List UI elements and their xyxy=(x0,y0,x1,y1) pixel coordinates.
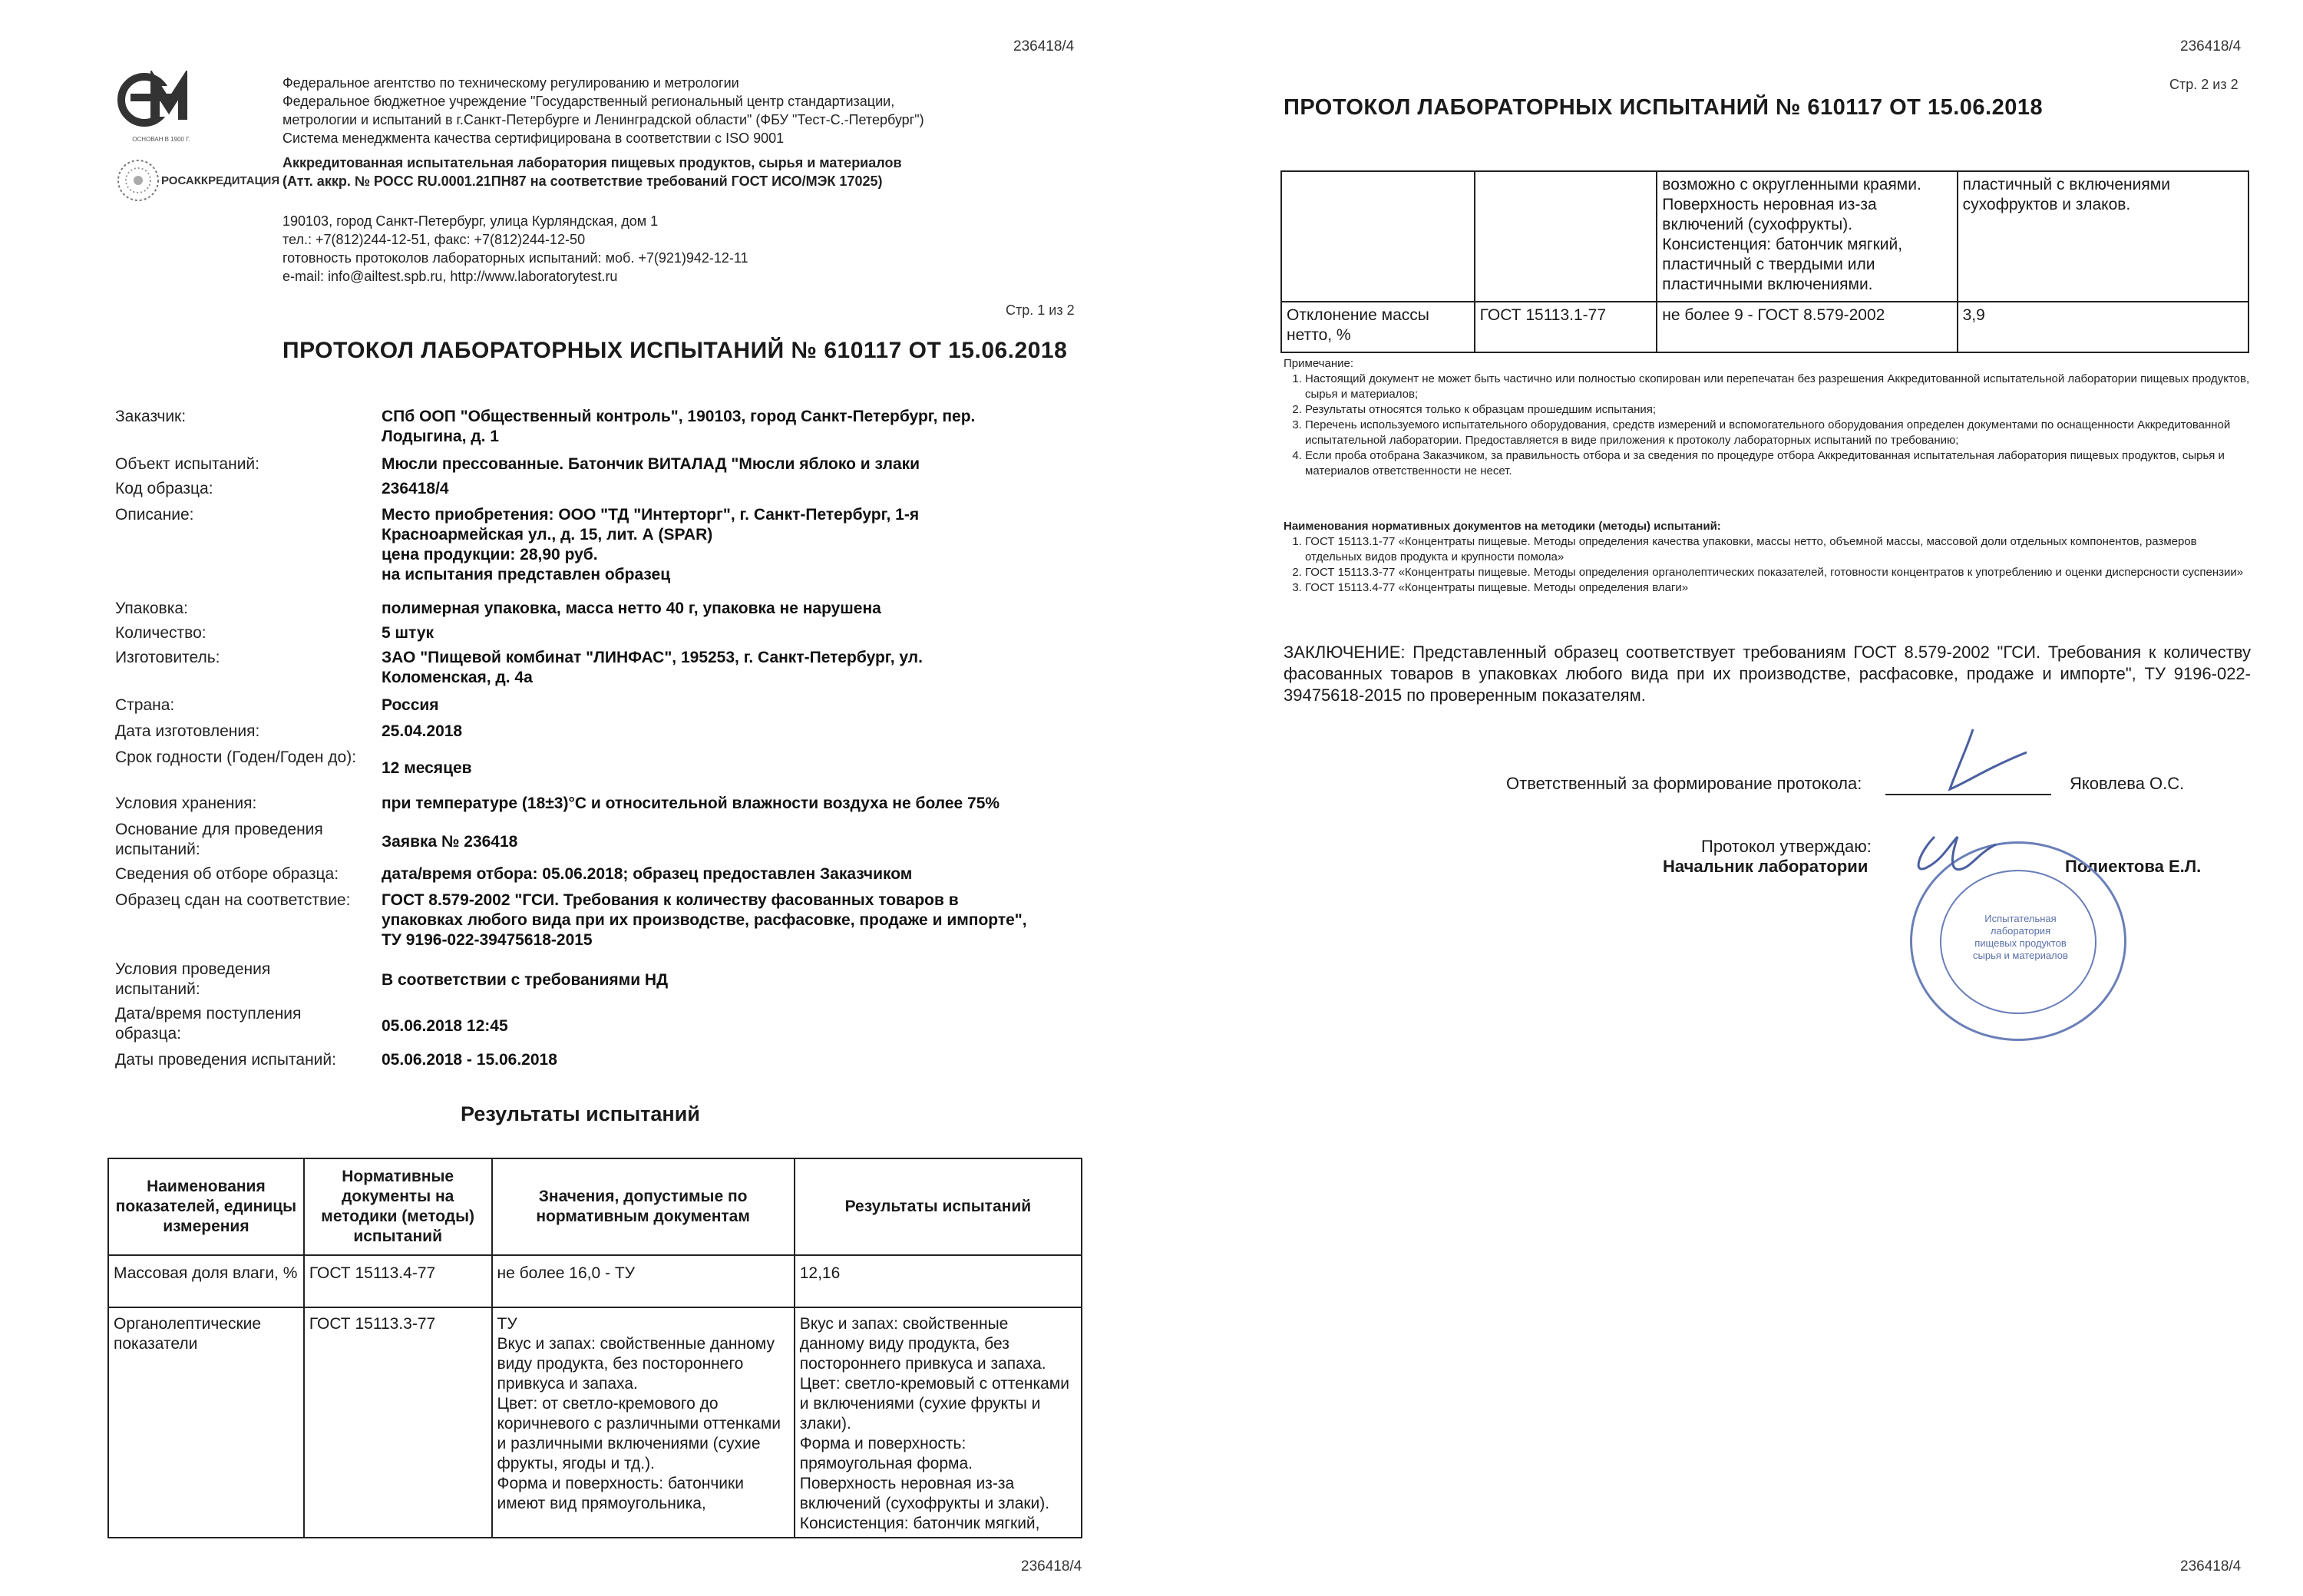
field-value: Заявка № 236418 xyxy=(382,833,518,851)
field-value: Место приобретения: ООО "ТД "Интерторг", г. Санкт-Петербург, 1-я Красноармейская ул., д. 15, лит. А (SPAR) цена продукции: 28,90 руб. на испытания представлен образец xyxy=(382,506,920,583)
contact-line: 190103, город Санкт-Петербург, улица Курляндская, дом 1 xyxy=(283,213,659,229)
field-label: Основание для проведения испытаний: xyxy=(115,821,323,858)
table-cell: Органолептические показатели xyxy=(108,1307,304,1538)
field-value: 05.06.2018 12:45 xyxy=(382,1017,508,1035)
doc-code-top: 236418/4 xyxy=(2180,38,2242,55)
field-value: 25.04.2018 xyxy=(382,722,463,740)
org-header xyxy=(283,74,1066,147)
table-cell: ГОСТ 15113.1-77 xyxy=(1475,302,1657,352)
table-row xyxy=(108,1255,1082,1307)
field-label: Образец сдан на соответствие: xyxy=(115,891,351,909)
field-label: Объект испытаний: xyxy=(115,455,259,473)
table-cell: 3,9 xyxy=(1958,302,2248,352)
field-value: В соответствии с требованиями НД xyxy=(382,971,669,989)
methods-title: Наименования нормативных документов на методики (методы) испытаний: xyxy=(1284,520,1721,533)
org-header-line: Федеральное бюджетное учреждение "Государственный региональный центр стандартизации, xyxy=(283,94,895,109)
doc-code-top: 236418/4 xyxy=(1013,38,1075,55)
method-item: 2. ГОСТ 15113.3-77 «Концентраты пищевые. Методы определения органолептических показателей, готовности концентратов к употреблению и оценки дисперсности суспензии» xyxy=(1305,565,2251,580)
field-value: дата/время отбора: 05.06.2018; образец предоставлен Заказчиком xyxy=(382,865,913,883)
table-cell: возможно с округленными краями. Поверхность неровная из-за включений (сухофрукты). Консистенция: батончик мягкий, пластичный с твердыми или пластичными включениями. xyxy=(1657,171,1957,302)
field-value: 236418/4 xyxy=(382,480,449,497)
field-label: Условия хранения: xyxy=(115,795,257,812)
org-header-line: Федеральное агентство по техническому регулированию и метрологии xyxy=(283,75,739,91)
csm-logo-icon xyxy=(115,71,207,132)
contact-line: e-mail: info@ailtest.spb.ru, http://www.laboratorytest.ru xyxy=(283,269,618,284)
results-table-continued xyxy=(1280,170,2249,353)
table-cell: ГОСТ 15113.3-77 xyxy=(304,1307,492,1538)
field-label: Страна: xyxy=(115,696,175,714)
methods-block xyxy=(1284,519,2251,596)
contact-line: тел.: +7(812)244-12-51, факс: +7(812)244-12-50 xyxy=(283,232,586,247)
field-label: Заказчик: xyxy=(115,408,187,425)
approve-name: Полиектова Е.Л. xyxy=(2065,857,2202,876)
page-number: Стр. 2 из 2 xyxy=(2169,77,2239,92)
field-value: 12 месяцев xyxy=(382,759,472,777)
org-header-line: метрологии и испытаний в г.Санкт-Петербурге и Ленинградской области" (ФБУ "Тест-С.-Петербург") xyxy=(283,112,924,127)
page-number: Стр. 1 из 2 xyxy=(1006,302,1075,318)
table-cell: Вкус и запах: свойственные данному виду продукта, без постороннего привкуса и запаха. Цвет: светло-кремовый с оттенками и включениями (сухие фрукты и злаки). Форма и поверхность: прямоугольная форма. Поверхность неровная из-за включений (сухофрукты и злаки). Консистенция: батончик мягкий, xyxy=(795,1307,1082,1538)
table-cell: не более 9 - ГОСТ 8.579-2002 xyxy=(1657,302,1957,352)
contact-line: готовность протоколов лабораторных испытаний: моб. +7(921)942-12-11 xyxy=(283,250,748,266)
notes-block xyxy=(1284,356,2251,479)
table-row xyxy=(1281,302,2248,352)
doc-code-bottom: 236418/4 xyxy=(1021,1558,1082,1575)
table-cell: ТУ Вкус и запах: свойственные данному виду продукта, без постороннего привкуса и запаха. Цвет: от светло-кремового до коричневого с различными оттенками и различными включениями (сухие фрукты, ягоды и тд.). Форма и поверхность: батончики имеют вид прямоугольника, xyxy=(492,1307,795,1538)
note-item: 3. Перечень используемого испытательного оборудования, средств измерений и вспомогательного оборудования определен документами по оснащенности Аккредитованной испытательной лаборатории. Предоставляется в виде приложения к протоколу лабораторных испытаний по требованию; xyxy=(1305,418,2251,448)
table-row xyxy=(1281,171,2248,302)
approval-signature-icon xyxy=(1904,821,2011,898)
field-label: Условия проведения испытаний: xyxy=(115,960,271,998)
doc-code-bottom: 236418/4 xyxy=(2180,1558,2242,1575)
protocol-title: ПРОТОКОЛ ЛАБОРАТОРНЫХ ИСПЫТАНИЙ № 610117 ОТ 15.06.2018 xyxy=(1284,95,2044,120)
field-customer xyxy=(115,407,1075,450)
field-value: ГОСТ 8.579-2002 "ГСИ. Требования к количеству фасованных товаров в упаковках любого вида при их производстве, расфасовке, продаже и импорте", ТУ 9196-022-39475618-2015 xyxy=(382,891,1027,949)
field-label: Количество: xyxy=(115,624,207,642)
note-item: 1. Настоящий документ не может быть частично или полностью скопирован или перепечатан без разрешения Аккредитованной испытательной лаборатории пищевых продуктов, сырья и материалов; xyxy=(1305,372,2251,402)
responsible-name: Яковлева О.С. xyxy=(2070,774,2185,793)
field-label: Изготовитель: xyxy=(115,649,220,666)
field-label: Описание: xyxy=(115,506,194,524)
approve-label: Протокол утверждаю: xyxy=(1701,837,1872,856)
field-value: Мюсли прессованные. Батончик ВИТАЛАД "Мюсли яблоко и злаки xyxy=(382,455,920,473)
field-label: Код образца: xyxy=(115,480,213,497)
table-row xyxy=(108,1307,1082,1538)
approve-role: Начальник лаборатории xyxy=(1663,857,1869,876)
accreditation-line: (Атт. аккр. № РОСС RU.0001.21ПН87 на соответствие требований ГОСТ ИСО/МЭК 17025) xyxy=(283,173,883,189)
contact-block xyxy=(283,212,1066,286)
results-table xyxy=(107,1158,1082,1538)
table-cell: Отклонение массы нетто, % xyxy=(1281,302,1475,352)
field-value: при температуре (18±3)°С и относительной влажности воздуха не более 75% xyxy=(382,795,1000,812)
csm-logo xyxy=(115,71,207,143)
table-cell: 12,16 xyxy=(795,1255,1082,1307)
col-header: Значения, допустимые по нормативным документам xyxy=(492,1158,795,1255)
protocol-page-2 xyxy=(1152,0,2303,1596)
table-cell xyxy=(1475,171,1657,302)
conclusion: ЗАКЛЮЧЕНИЕ: Представленный образец соответствует требованиям ГОСТ 8.579-2002 "ГСИ. Требования к количеству фасованных товаров в упаковках любого вида при их производстве, расфасовке, продаже и импорте", ТУ 9196-022-39475618-2015 по проверенным показателям. xyxy=(1284,643,2251,705)
table-cell: ГОСТ 15113.4-77 xyxy=(304,1255,492,1307)
table-cell: пластичный с включениями сухофруктов и злаков. xyxy=(1958,171,2248,302)
org-header-line: Система менеджмента качества сертифицирована в соответствии с ISO 9001 xyxy=(283,131,785,146)
field-value: Россия xyxy=(382,696,439,714)
table-header-row xyxy=(108,1158,1082,1255)
rosakkred-logo-text: РОСАККРЕДИТАЦИЯ xyxy=(161,174,280,187)
method-item: 1. ГОСТ 15113.1-77 «Концентраты пищевые. Методы определения качества упаковки, массы нетто, объемной массы, массовой доли отдельных компонентов, размеров отдельных видов продукта и крупности помола» xyxy=(1305,534,2251,565)
field-value: 05.06.2018 - 15.06.2018 xyxy=(382,1051,557,1069)
field-value: ЗАО "Пищевой комбинат "ЛИНФАС", 195253, г. Санкт-Петербург, ул. Коломенская, д. 4а xyxy=(382,649,923,686)
csm-logo-caption: ОСНОВАН В 1900 Г. xyxy=(132,136,190,143)
field-label: Срок годности (Годен/Годен до): xyxy=(115,748,357,766)
col-header: Результаты испытаний xyxy=(795,1158,1082,1255)
accreditation-block xyxy=(283,154,1096,190)
field-label: Сведения об отборе образца: xyxy=(115,865,339,883)
responsible-signature-icon xyxy=(1919,722,2042,798)
notes-title: Примечание: xyxy=(1284,357,1353,370)
stamp-text: Испытательная лаборатория пищевых продуктов сырья и материалов xyxy=(1973,913,2068,961)
field-label: Даты проведения испытаний: xyxy=(115,1051,336,1069)
accreditation-line: Аккредитованная испытательная лаборатория пищевых продуктов, сырья и материалов xyxy=(283,155,902,170)
method-item: 3. ГОСТ 15113.4-77 «Концентраты пищевые. Методы определения влаги» xyxy=(1305,580,2251,596)
rosakkred-emblem-icon xyxy=(115,157,161,203)
field-label: Дата изготовления: xyxy=(115,722,260,740)
responsible-label: Ответственный за формирование протокола: xyxy=(1506,774,1862,793)
field-value: полимерная упаковка, масса нетто 40 г, упаковка не нарушена xyxy=(382,600,881,617)
rosakkred-logo xyxy=(115,157,292,203)
protocol-title: ПРОТОКОЛ ЛАБОРАТОРНЫХ ИСПЫТАНИЙ № 610117 ОТ 15.06.2018 xyxy=(283,338,1068,363)
field-label: Дата/время поступления образца: xyxy=(115,1005,302,1043)
table-cell: не более 16,0 - ТУ xyxy=(492,1255,795,1307)
results-title: Результаты испытаний xyxy=(461,1102,700,1125)
table-cell: Массовая доля влаги, % xyxy=(108,1255,304,1307)
field-value: 5 штук xyxy=(382,624,434,642)
note-item: 2. Результаты относятся только к образцам прошедшим испытания; xyxy=(1305,402,2251,418)
note-item: 4. Если проба отобрана Заказчиком, за правильность отбора и за сведения по процедуре отбора Аккредитованная испытательная лаборатория пищевых продуктов, сырья и материалов ответственности не несет. xyxy=(1305,448,2251,479)
field-value: СПб ООП "Общественный контроль", 190103, город Санкт-Петербург, пер. Лодыгина, д. 1 xyxy=(382,408,976,445)
field-label: Упаковка: xyxy=(115,600,188,617)
col-header: Нормативные документы на методики (методы) испытаний xyxy=(304,1158,492,1255)
table-cell xyxy=(1281,171,1475,302)
col-header: Наименования показателей, единицы измерения xyxy=(108,1158,304,1255)
